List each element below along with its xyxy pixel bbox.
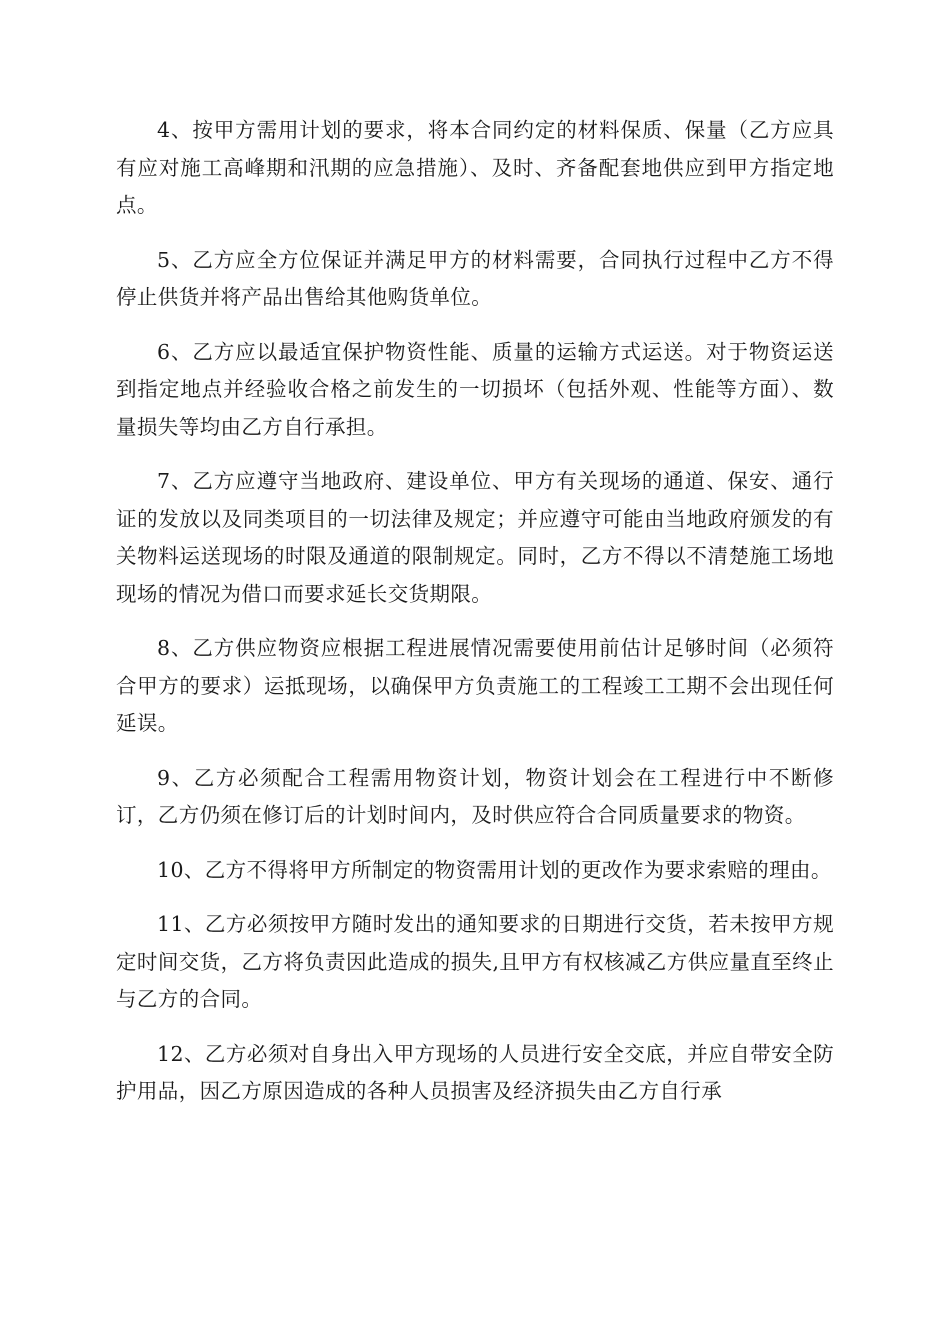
clause-5: 5、乙方应全方位保证并满足甲方的材料需要，合同执行过程中乙方不得停止供货并将产品出售给其他购货单位。	[116, 247, 834, 309]
clause-8: 8、乙方供应物资应根据工程进展情况需要使用前估计足够时间（必须符合甲方的要求）运抵现场，以确保甲方负责施工的工程竣工工期不会出现任何延误。	[116, 636, 834, 735]
clause-6: 6、乙方应以最适宜保护物资性能、质量的运输方式运送。对于物资运送到指定地点并经验收合格之前发生的一切损坏（包括外观、性能等方面）、数量损失等均由乙方自行承担。	[116, 339, 834, 439]
clause-4: 4、按甲方需用计划的要求，将本合同约定的材料保质、保量（乙方应具有应对施工高峰期和汛期的应急措施）、及时、齐备配套地供应到甲方指定地点。	[116, 118, 834, 217]
clause-10: 10、乙方不得将甲方所制定的物资需用计划的更改作为要求索赔的理由。	[157, 857, 832, 882]
clause-7: 7、乙方应遵守当地政府、建设单位、甲方有关现场的通道、保安、通行证的发放以及同类项目的一切法律及规定；并应遵守可能由当地政府颁发的有关物料运送现场的时限及通道的限制规定。同时，乙方不得以不清楚施工场地现场的情况为借口而要求延长交货期限。	[116, 469, 834, 606]
contract-body	[116, 112, 834, 1128]
clause-11: 11、乙方必须按甲方随时发出的通知要求的日期进行交货，若未按甲方规定时间交货，乙方将负责因此造成的损失,且甲方有权核减乙方供应量直至终止与乙方的合同。	[116, 912, 834, 1011]
clause-12: 12、乙方必须对自身出入甲方现场的人员进行安全交底，并应自带安全防护用品，因乙方原因造成的各种人员损害及经济损失由乙方自行承	[116, 1041, 834, 1103]
clause-9: 9、乙方必须配合工程需用物资计划，物资计划会在工程进行中不断修订，乙方仍须在修订后的计划时间内，及时供应符合合同质量要求的物资。	[116, 765, 834, 827]
